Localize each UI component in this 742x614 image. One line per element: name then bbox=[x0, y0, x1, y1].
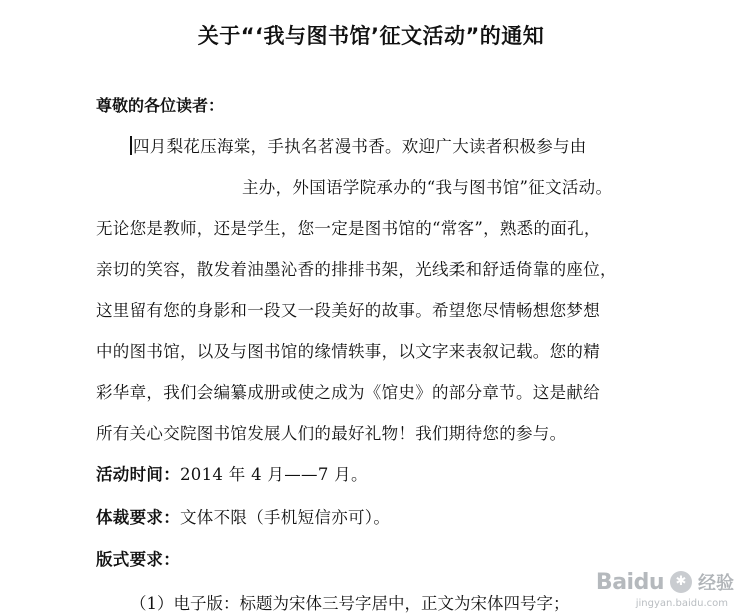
obscured-region bbox=[92, 172, 242, 200]
paragraph-line-2: 主办，外国语学院承办的“我与图书馆”征文活动。 bbox=[242, 178, 613, 197]
activity-time-line bbox=[96, 461, 368, 485]
paragraph-line-8: 所有关心交院图书馆发展人们的最好礼物！我们期待您的参与。 bbox=[96, 424, 567, 443]
genre-value: 文体不限（手机短信亦可）。 bbox=[180, 508, 391, 527]
document-title: 关于“‘我与图书馆’征文活动”的通知 bbox=[197, 24, 545, 48]
baidu-logo: Baidu bbox=[595, 569, 664, 595]
watermark-jingyan: 经验 bbox=[698, 573, 734, 594]
watermark-url: jingyan.baidu.com bbox=[635, 598, 728, 609]
activity-time-label: 活动时间： bbox=[96, 465, 180, 484]
text-cursor bbox=[130, 136, 132, 155]
paw-icon: ✱ bbox=[670, 571, 692, 593]
paragraph-line-7: 彩华章，我们会编纂成册或使之成为《馆史》的部分章节。这是献给 bbox=[96, 383, 600, 402]
paragraph-line-6: 中的图书馆，以及与图书馆的缘情轶事，以文字来表叙记载。您的精 bbox=[96, 342, 600, 361]
genre-label: 体裁要求： bbox=[96, 508, 180, 527]
genre-line bbox=[96, 504, 390, 528]
paragraph-line-3: 无论您是教师，还是学生，您一定是图书馆的“常客”，熟悉的面孔， bbox=[96, 219, 601, 238]
paragraph-line-1: 四月梨花压海棠，手执名茗漫书香。欢迎广大读者积极参与由 bbox=[130, 133, 587, 157]
format-label: 版式要求： bbox=[96, 550, 180, 569]
paragraph-line-4: 亲切的笑容，散发着油墨沁香的排排书架，光线柔和舒适倚靠的座位， bbox=[96, 260, 617, 279]
paragraph-line-5: 这里留有您的身影和一段又一段美好的故事。希望您尽情畅想您梦想 bbox=[96, 301, 600, 320]
baidu-watermark bbox=[596, 569, 734, 595]
greeting: 尊敬的各位读者： bbox=[96, 96, 225, 115]
format-line bbox=[96, 546, 180, 570]
format-item-1: （1）电子版：标题为宋体三号字居中，正文为宋体四号字； bbox=[130, 594, 570, 613]
activity-time-value: 2014 年 4 月——7 月。 bbox=[180, 465, 368, 484]
